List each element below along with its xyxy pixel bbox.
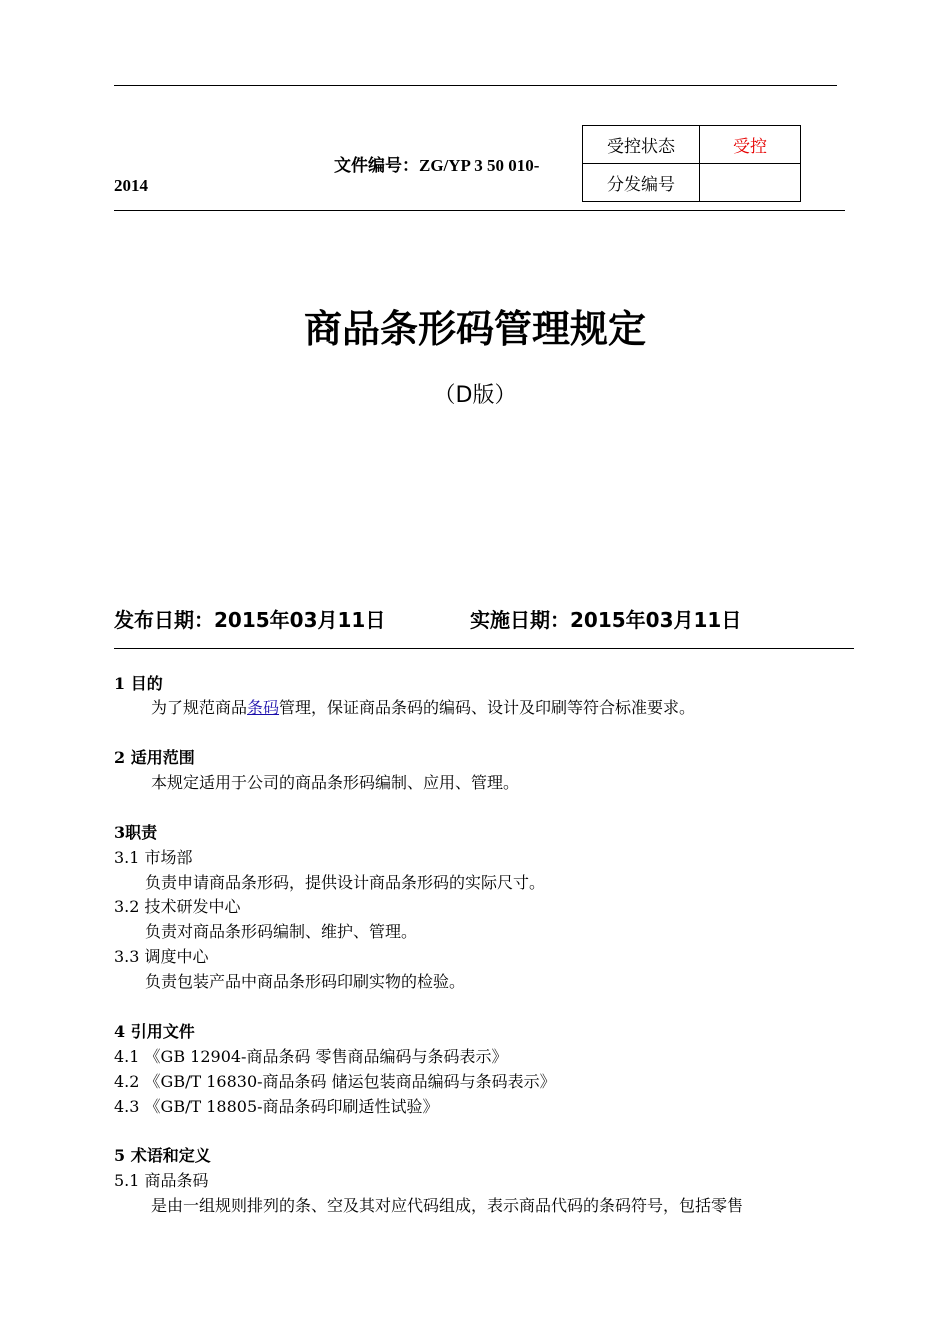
table-row	[583, 126, 801, 164]
section-3-3-text: 负责包装产品中商品条形码印刷实物的检验。	[145, 972, 466, 991]
control-status-value: 受控	[700, 126, 801, 164]
section-1-text-before: 为了规范商品	[151, 698, 248, 717]
effective-date: 实施日期：2015年03月11日	[470, 608, 742, 632]
document-title: 商品条形码管理规定	[303, 307, 646, 351]
date-rule	[114, 648, 854, 649]
top-rule	[114, 85, 837, 86]
distribution-number-label: 分发编号	[583, 164, 700, 202]
section-3-1: 3.1 市场部	[114, 848, 193, 867]
publish-date: 发布日期：2015年03月11日	[114, 608, 386, 632]
section-3-heading: 3职责	[114, 823, 158, 842]
header-rule	[114, 210, 845, 211]
section-3-1-text: 负责申请商品条形码，提供设计商品条形码的实际尺寸。	[145, 873, 546, 892]
section-1-heading: 1 目的	[114, 674, 163, 693]
document-number-label: 文件编号：ZG/YP 3 50 010-	[334, 156, 540, 175]
section-3-2: 3.2 技术研发中心	[114, 897, 241, 916]
document-number-year: 2014	[114, 176, 148, 195]
section-5-1: 5.1 商品条码	[114, 1171, 209, 1190]
section-4-heading: 4 引用文件	[114, 1022, 195, 1041]
section-1-text-after: 管理，保证商品条码的编码、设计及印刷等符合标准要求。	[279, 698, 696, 717]
document-version: （D版）	[433, 383, 517, 408]
section-2-heading: 2 适用范围	[114, 748, 195, 767]
section-1-text	[151, 695, 695, 718]
section-5-1-text: 是由一组规则排列的条、空及其对应代码组成，表示商品代码的条码符号，包括零售	[151, 1196, 744, 1215]
control-status-table	[582, 125, 801, 202]
distribution-number-value	[700, 164, 801, 202]
section-4-3: 4.3 《GB/T 18805-商品条码印刷适性试验》	[114, 1097, 439, 1116]
section-3-3: 3.3 调度中心	[114, 947, 209, 966]
section-4-1: 4.1 《GB 12904-商品条码 零售商品编码与条码表示》	[114, 1047, 508, 1066]
section-4-2: 4.2 《GB/T 16830-商品条码 储运包装商品编码与条码表示》	[114, 1072, 556, 1091]
section-2-text: 本规定适用于公司的商品条形码编制、应用、管理。	[151, 773, 520, 792]
section-5-heading: 5 术语和定义	[114, 1146, 211, 1165]
barcode-link[interactable]: 条码	[247, 698, 280, 717]
table-row	[583, 164, 801, 202]
section-3-2-text: 负责对商品条形码编制、维护、管理。	[145, 922, 418, 941]
control-status-label: 受控状态	[583, 126, 700, 164]
